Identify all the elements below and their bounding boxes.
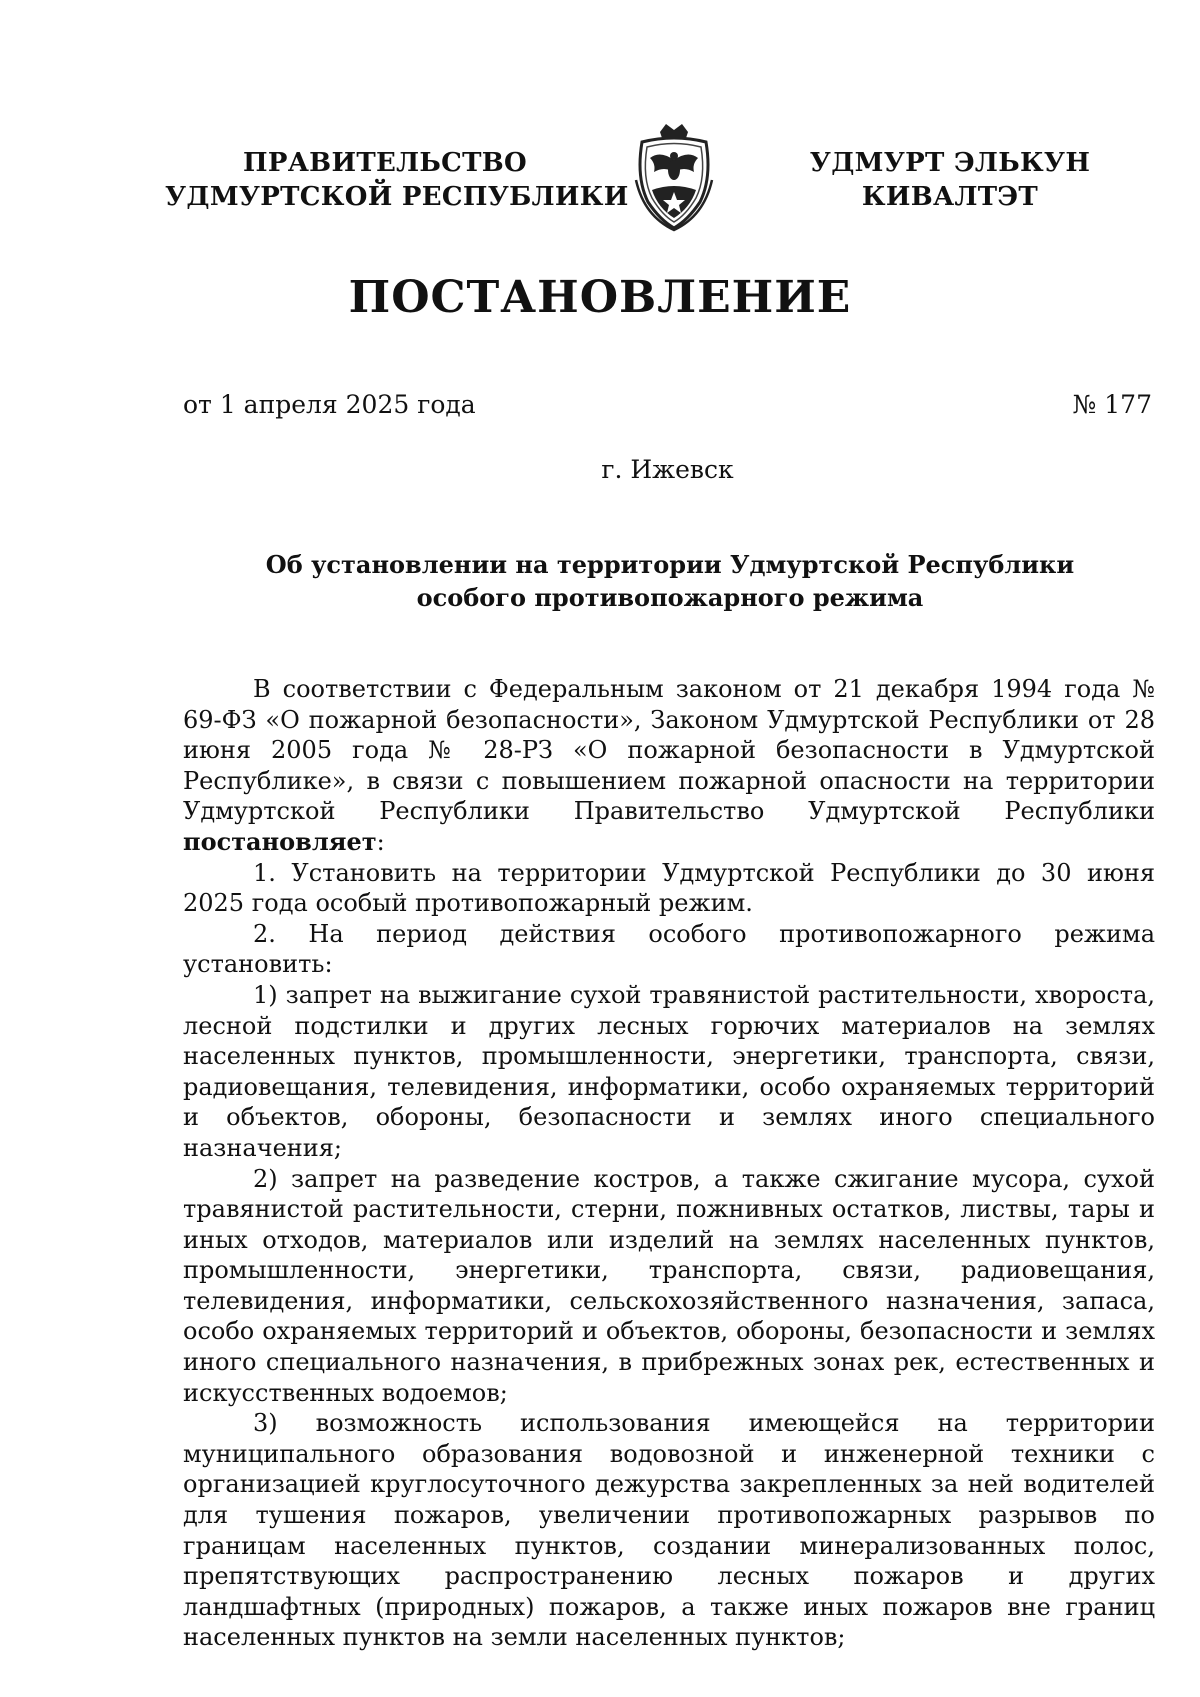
preamble-text: В соответствии с Федеральным законом от 21 декабря 1994 года № 69-ФЗ «О пожарной безопасности», Законом Удмуртской Республики от 28 июня 2005 года № 28-РЗ «О пожарной безопасности в Удмуртской Республике», в связи с повышением пожарной опасности на территории Удмуртской Республики Правительство Удмуртской Республики — [183, 675, 1155, 826]
document-body — [183, 674, 1155, 1653]
header-left-line2: УДМУРТСКОЙ РЕСПУБЛИКИ — [165, 182, 629, 212]
subject-line2: особого противопожарного режима — [416, 583, 924, 612]
subitem-1-paragraph: 1) запрет на выжигание сухой травянистой растительности, хвороста, лесной подстилки и других лесных горючих материалов на землях населенных пунктов, промышленности, энергетики, транспорта, связи, радиовещания, телевидения, информатики, особо охраняемых территорий и объектов, обороны, безопасности и землях иного специального назначения; — [183, 980, 1155, 1162]
coat-of-arms-icon — [630, 120, 718, 232]
document-title: ПОСТАНОВЛЕНИЕ — [348, 272, 852, 323]
subitem-3-paragraph: 3) возможность использования имеющейся на территории муниципального образования водовозной и инженерной техники с организацией круглосуточного дежурства закрепленных за ней водителей для тушения пожаров, увеличении противопожарных разрывов по границам населенных пунктов, создании минерализованных полос, препятствующих распространению лесных пожаров и других ландшафтных (природных) пожаров, а также иных пожаров вне границ населенных пунктов на земли населенных пунктов; — [183, 1409, 1155, 1652]
header-right-line2: КИВАЛТЭТ — [861, 182, 1039, 212]
header-left — [165, 146, 629, 214]
document-date: от 1 апреля 2025 года — [183, 390, 476, 419]
header-right-line1: УДМУРТ ЭЛЬКУН — [809, 148, 1091, 178]
subitem-2-paragraph: 2) запрет на разведение костров, а также сжигание мусора, сухой травянистой растительности, стерни, пожнивных остатков, листвы, тары и иных отходов, материалов или изделий на землях населенных пунктов, промышленности, энергетики, транспорта, связи, радиовещания, телевидения, информатики, сельскохозяйственного назначения, запаса, особо охраняемых территорий и объектов, обороны, безопасности и землях иного специального назначения, в прибрежных зонах рек, естественных и искусственных водоемов; — [183, 1164, 1155, 1407]
header-left-line1: ПРАВИТЕЛЬСТВО — [243, 148, 527, 178]
item-2-paragraph: 2. На период действия особого противопожарного режима установить: — [183, 919, 1155, 979]
preamble-bold: постановляет — [183, 826, 377, 856]
preamble-end: : — [376, 827, 385, 856]
document-subject — [200, 548, 1140, 614]
document-city: г. Ижевск — [601, 455, 734, 484]
preamble-paragraph — [183, 674, 1155, 858]
header-right — [800, 146, 1100, 214]
subject-line1: Об установлении на территории Удмуртской Республики — [265, 550, 1075, 579]
item-1-paragraph: 1. Установить на территории Удмуртской Республики до 30 июня 2025 года особый противопожарный режим. — [183, 858, 1155, 918]
document-number: № 177 — [1072, 390, 1152, 419]
